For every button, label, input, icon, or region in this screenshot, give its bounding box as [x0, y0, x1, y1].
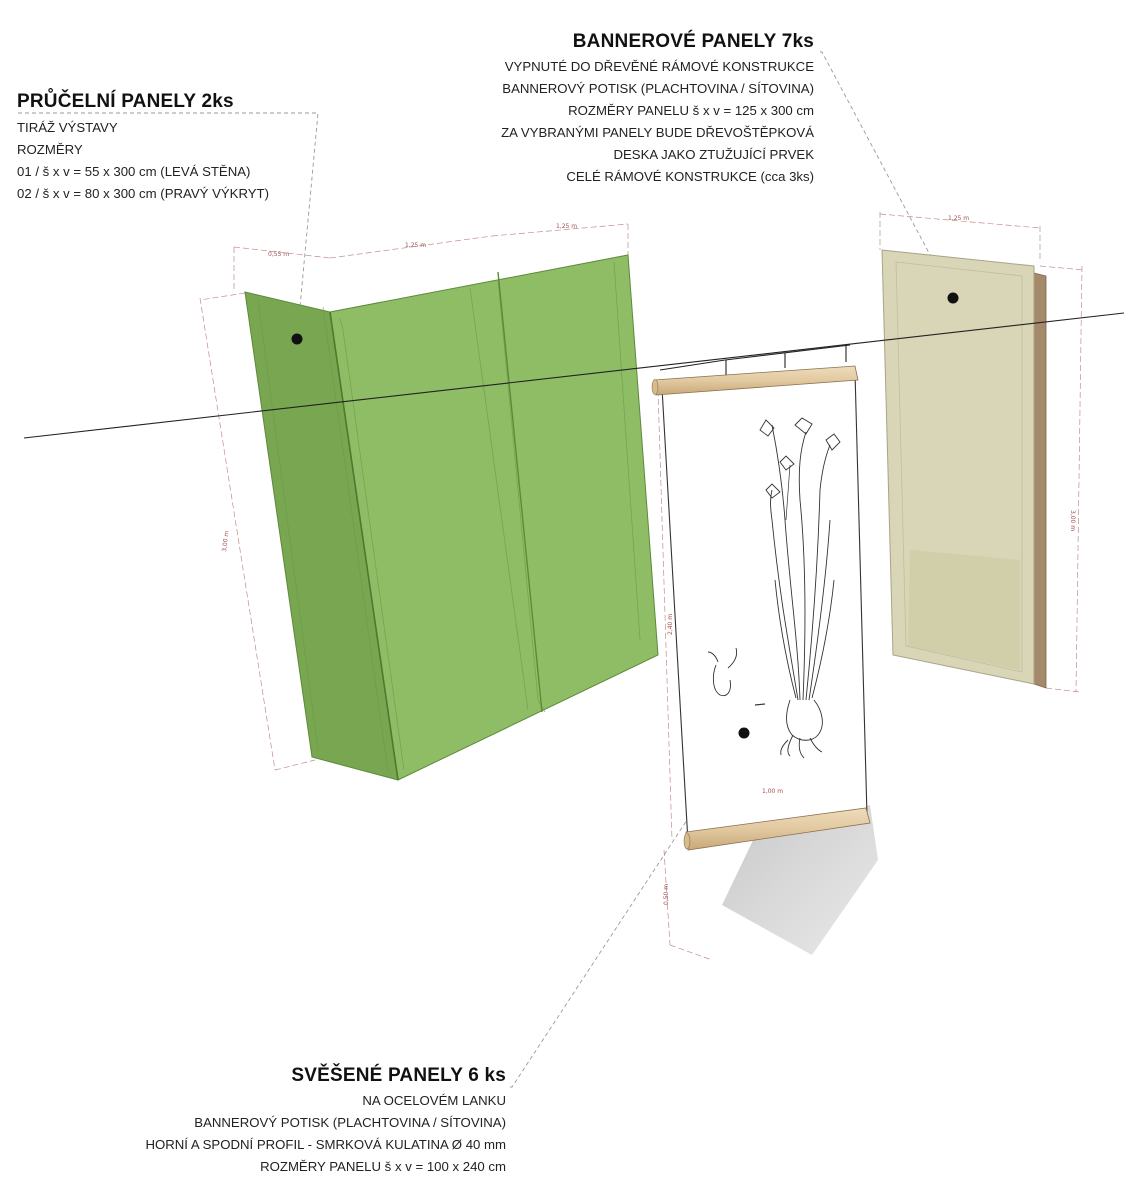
note-banner-line-4: ZA VYBRANÝMI PANELY BUDE DŘEVOŠTĚPKOVÁ	[501, 125, 814, 140]
dim-green-top-a: 1,25 m	[405, 242, 427, 249]
note-hanging-line-2: BANNEROVÝ POTISK (PLACHTOVINA / SÍTOVINA)	[194, 1115, 506, 1130]
marker-hanging	[739, 728, 750, 739]
note-front-line-3: 01 / š x v = 55 x 300 cm (LEVÁ STĚNA)	[17, 164, 251, 179]
hanging-banner-panel	[652, 366, 870, 850]
note-banner-line-2: BANNEROVÝ POTISK (PLACHTOVINA / SÍTOVINA)	[502, 81, 814, 96]
dim-beige-height: 3,00 m	[1069, 510, 1076, 532]
note-banner-line-3: ROZMĚRY PANELU š x v = 125 x 300 cm	[568, 103, 814, 118]
note-front-line-2: ROZMĚRY	[17, 142, 83, 157]
note-hanging-panels	[145, 1064, 506, 1178]
dim-beige-width: 1,25 m	[948, 215, 970, 222]
dim-hanging-width: 1,00 m	[762, 788, 784, 795]
green-front-panels	[245, 255, 658, 780]
note-front-panels	[17, 90, 269, 205]
marker-front	[292, 334, 303, 345]
note-front-line-1: TIRÁŽ VÝSTAVY	[17, 120, 118, 135]
dim-green-left-width: 0,55 m	[268, 251, 290, 258]
note-front-title: PRŮČELNÍ PANELY 2ks	[17, 91, 234, 112]
note-banner-panels	[501, 30, 814, 188]
dim-green-top-b: 1,25 m	[556, 223, 578, 230]
note-hanging-line-3: HORNÍ A SPODNÍ PROFIL - SMRKOVÁ KULATINA Ø 40 mm	[145, 1137, 506, 1152]
note-banner-line-5: DESKA JAKO ZTUŽUJÍCÍ PRVEK	[613, 147, 814, 162]
dim-green-height: 3,00 m	[221, 530, 231, 553]
beige-banner-panel	[882, 250, 1046, 688]
note-hanging-title: SVĚŠENÉ PANELY 6 ks	[291, 1065, 506, 1086]
marker-banner	[948, 293, 959, 304]
note-hanging-line-1: NA OCELOVÉM LANKU	[362, 1093, 506, 1108]
note-banner-line-6: CELÉ RÁMOVÉ KONSTRUKCE (cca 3ks)	[566, 169, 814, 184]
note-banner-title: BANNEROVÉ PANELY 7ks	[572, 31, 814, 52]
dim-hanging-height: 2,40 m	[667, 613, 674, 635]
note-banner-line-1: VYPNUTÉ DO DŘEVĚNÉ RÁMOVÉ KONSTRUKCE	[504, 59, 814, 74]
note-hanging-line-4: ROZMĚRY PANELU š x v = 100 x 240 cm	[260, 1159, 506, 1174]
note-front-line-4: 02 / š x v = 80 x 300 cm (PRAVÝ VÝKRYT)	[17, 186, 269, 201]
dim-hanging-clearance: 0,50 m	[663, 883, 670, 905]
